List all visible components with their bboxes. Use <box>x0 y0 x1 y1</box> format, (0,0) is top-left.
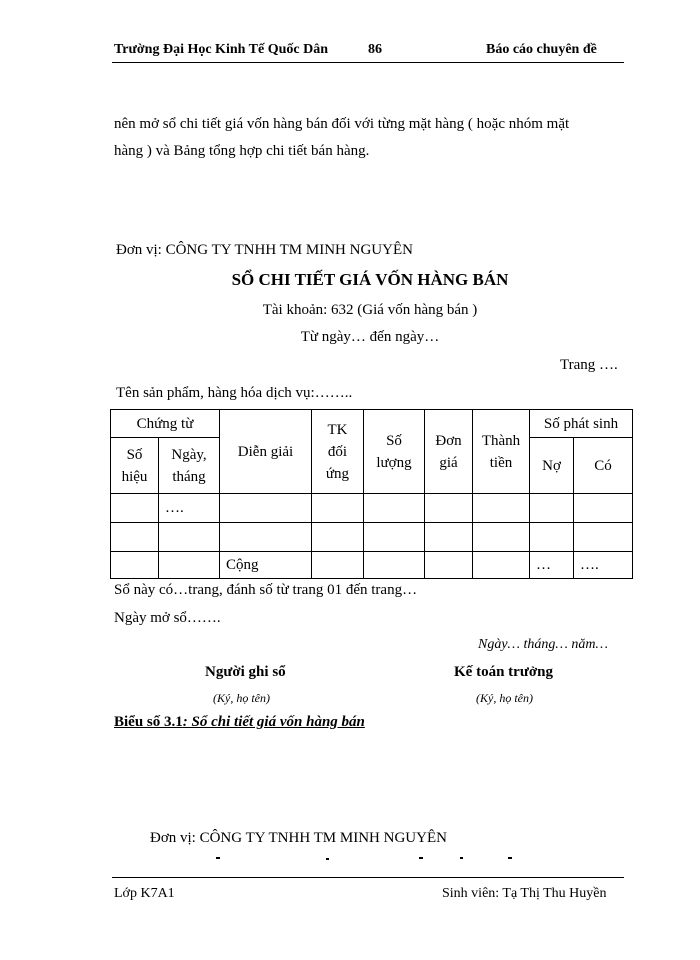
th-so-hieu-line1: Số <box>126 446 143 463</box>
chief-sub: (Ký, họ tên) <box>476 691 533 705</box>
caption-text: : Sổ chi tiết giá vốn hàng bán <box>182 714 365 730</box>
footer-open-date: Ngày mở sổ……. <box>114 610 221 626</box>
cell <box>473 494 530 523</box>
th-ngay-line1: Ngày, <box>171 446 207 463</box>
cell <box>312 494 364 523</box>
page-label: Trang …. <box>560 357 618 373</box>
footer-pages: Sổ này có…trang, đánh số từ trang 01 đến trang… <box>114 582 418 598</box>
caption-label: Biểu số 3.1 <box>114 714 183 730</box>
cell <box>364 494 425 523</box>
th-tk-line3: ứng <box>325 465 350 482</box>
unit-line: Đơn vị: CÔNG TY TNHH TM MINH NGUYÊN <box>116 242 413 258</box>
cell <box>530 523 574 552</box>
th-thanh-tien-line1: Thành <box>481 432 521 449</box>
cell <box>312 552 364 579</box>
th-don-gia-line1: Đơn <box>435 432 462 449</box>
th-don-gia-line2: giá <box>439 454 458 471</box>
date-range: Từ ngày… đến ngày… <box>300 329 440 345</box>
total-row <box>111 552 633 579</box>
th-so-hieu-line2: hiệu <box>121 468 148 485</box>
th-so-hieu <box>111 438 159 494</box>
th-dien-giai: Diễn giải <box>220 410 312 494</box>
next-title-cut <box>216 857 516 863</box>
cell <box>159 552 220 579</box>
header-school: Trường Đại Học Kinh Tế Quốc Dân <box>114 42 328 57</box>
cell <box>220 494 312 523</box>
cell <box>111 523 159 552</box>
th-no: Nợ <box>530 438 574 494</box>
chief-title: Kế toán trưởng <box>454 664 553 680</box>
header-rule <box>112 62 624 63</box>
th-so-luong-line1: Số <box>386 432 402 449</box>
cell <box>425 552 473 579</box>
cell <box>312 523 364 552</box>
total-co: …. <box>574 552 633 579</box>
recorder-title: Người ghi sổ <box>205 664 286 680</box>
header-page-number: 86 <box>368 42 382 57</box>
cell <box>111 552 159 579</box>
cell <box>473 523 530 552</box>
account-line: Tài khoản: 632 (Giá vốn hàng bán ) <box>262 302 478 318</box>
cell <box>574 494 633 523</box>
cell <box>425 523 473 552</box>
form-title: SỔ CHI TIẾT GIÁ VỐN HÀNG BÁN <box>231 270 509 289</box>
cell <box>220 523 312 552</box>
total-label: Cộng <box>220 552 312 579</box>
th-don-gia <box>425 410 473 494</box>
cell <box>111 494 159 523</box>
footer-rule <box>112 877 624 878</box>
header-report-type: Báo cáo chuyên đề <box>486 42 597 57</box>
cell <box>364 552 425 579</box>
cell-ngay: …. <box>159 494 220 523</box>
th-tk-line1: TK <box>327 421 348 438</box>
footer-class: Lớp K7A1 <box>114 886 175 901</box>
caption <box>114 714 365 731</box>
th-so-luong-line2: lượng <box>376 454 412 471</box>
next-unit-line: Đơn vị: CÔNG TY TNHH TM MINH NGUYÊN <box>150 830 447 846</box>
th-ngay-line2: tháng <box>172 468 206 485</box>
cell <box>364 523 425 552</box>
ledger-table <box>110 409 633 579</box>
cell <box>473 552 530 579</box>
intro-line-1: nên mở sổ chi tiết giá vốn hàng bán đối với từng mặt hàng ( hoặc nhóm mặt <box>114 116 570 132</box>
cell <box>530 494 574 523</box>
th-tk-line2: đối <box>327 443 348 460</box>
cell <box>159 523 220 552</box>
intro-line-2: hàng ) và Bảng tổng hợp chi tiết bán hàng. <box>114 143 370 159</box>
cell <box>574 523 633 552</box>
total-no: … <box>530 552 574 579</box>
th-tk-doi-ung <box>312 410 364 494</box>
th-thanh-tien <box>473 410 530 494</box>
th-so-phat-sinh: Số phát sinh <box>530 410 633 438</box>
table-row <box>111 494 633 523</box>
date-sign-line: Ngày… tháng… năm… <box>478 637 608 652</box>
recorder-sub: (Ký, họ tên) <box>213 691 270 705</box>
th-thanh-tien-line2: tiền <box>489 454 513 471</box>
product-line: Tên sản phẩm, hàng hóa dịch vụ:…….. <box>116 385 353 401</box>
footer-student: Sinh viên: Tạ Thị Thu Huyền <box>442 886 607 901</box>
th-co: Có <box>574 438 633 494</box>
th-ngay-thang <box>159 438 220 494</box>
table-row <box>111 523 633 552</box>
th-chung-tu: Chứng từ <box>111 410 220 438</box>
cell <box>425 494 473 523</box>
th-so-luong <box>364 410 425 494</box>
